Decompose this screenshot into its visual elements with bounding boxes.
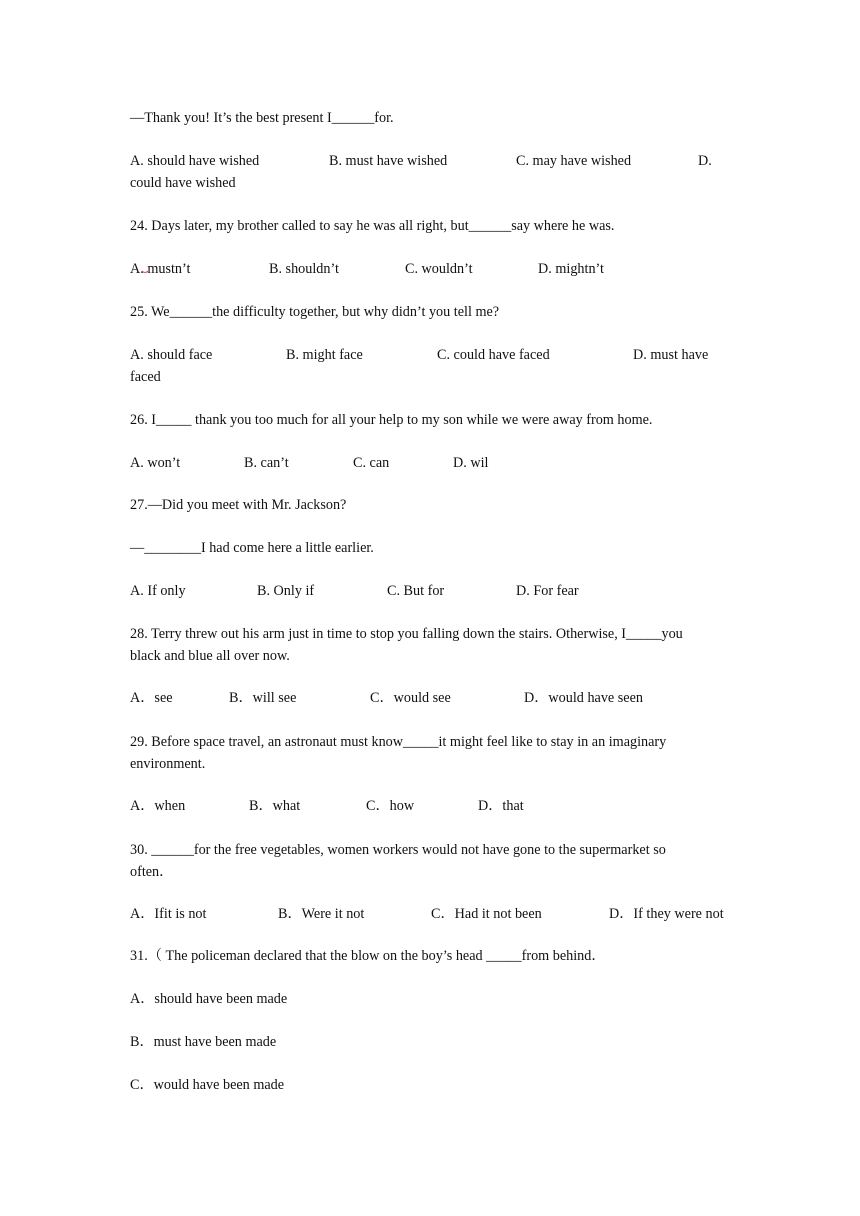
q24-stem: 24. Days later, my brother called to say he was all right, but______say where he was. (130, 218, 615, 234)
q30-option-d: D．If they were not (609, 906, 724, 922)
q29-option-c: C．how (366, 798, 415, 814)
q31-option-c: C．would have been made (130, 1077, 285, 1093)
q25-option-b: B. might face (286, 347, 363, 363)
q26-stem: 26. I_____ thank you too much for all your help to my son while we were away from home. (130, 412, 653, 428)
q27-option-b: B. Only if (257, 583, 315, 599)
q23-option-d-wrap: could have wished (130, 175, 236, 191)
q25-option-d: D. must have (633, 347, 709, 363)
q30-option-b: B．Were it not (278, 906, 365, 922)
q28-stem-line2: black and blue all over now. (130, 648, 290, 664)
q23-stem: —Thank you! It’s the best present I______for. (130, 110, 394, 126)
q31-option-a: A．should have been made (130, 991, 288, 1007)
q30-option-a: A．Ifit is not (130, 906, 207, 922)
q25-stem: 25. We______the difficulty together, but why didn’t you tell me? (130, 304, 500, 320)
q24-option-d: D. mightn’t (538, 261, 604, 277)
q23-option-a: A. should have wished (130, 153, 260, 169)
q28-option-d: D．would have seen (524, 690, 643, 706)
q27-reply: —________I had come here a little earlier. (130, 540, 374, 556)
q27-option-c: C. But for (387, 583, 445, 599)
q25-option-a: A. should face (130, 347, 213, 363)
q28-stem: 28. Terry threw out his arm just in time to stop you falling down the stairs. Otherwise, I_____you (130, 626, 683, 642)
q29-stem: 29. Before space travel, an astronaut must know_____it might feel like to stay in an imaginary (130, 734, 667, 750)
q27-option-a: A. If only (130, 583, 186, 599)
q30-stem-line2: often． (130, 864, 174, 880)
q23-option-c: C. may have wished (516, 153, 632, 169)
q27-option-d: D. For fear (516, 583, 579, 599)
q29-option-a: A．when (130, 798, 186, 814)
q28-option-b: B．will see (229, 690, 297, 706)
q31-stem: 31.（ The policeman declared that the blow on the boy’s head _____from behind． (130, 948, 606, 964)
q29-option-d: D．that (478, 798, 524, 814)
q26-option-b: B. can’t (244, 455, 289, 471)
q26-option-c: C. can (353, 455, 390, 471)
proofing-mark-icon (142, 270, 148, 274)
q25-option-d-wrap: faced (130, 369, 161, 385)
q28-option-a: A．see (130, 690, 173, 706)
q25-option-c: C. could have faced (437, 347, 550, 363)
q29-stem-line2: environment. (130, 756, 206, 772)
q23-option-d: D. (698, 153, 712, 169)
q23-option-b: B. must have wished (329, 153, 448, 169)
q24-option-c: C. wouldn’t (405, 261, 473, 277)
q26-option-d: D. wil (453, 455, 489, 471)
q26-option-a: A. won’t (130, 455, 181, 471)
q27-stem: 27.—Did you meet with Mr. Jackson? (130, 497, 347, 513)
q28-option-c: C．would see (370, 690, 451, 706)
q24-option-a: A. mustn’t (130, 261, 191, 277)
q29-option-b: B．what (249, 798, 301, 814)
q24-option-b: B. shouldn’t (269, 261, 339, 277)
q31-option-b: B．must have been made (130, 1034, 277, 1050)
q30-stem: 30. ______for the free vegetables, women workers would not have gone to the supermarket so (130, 842, 666, 858)
q30-option-c: C．Had it not been (431, 906, 542, 922)
